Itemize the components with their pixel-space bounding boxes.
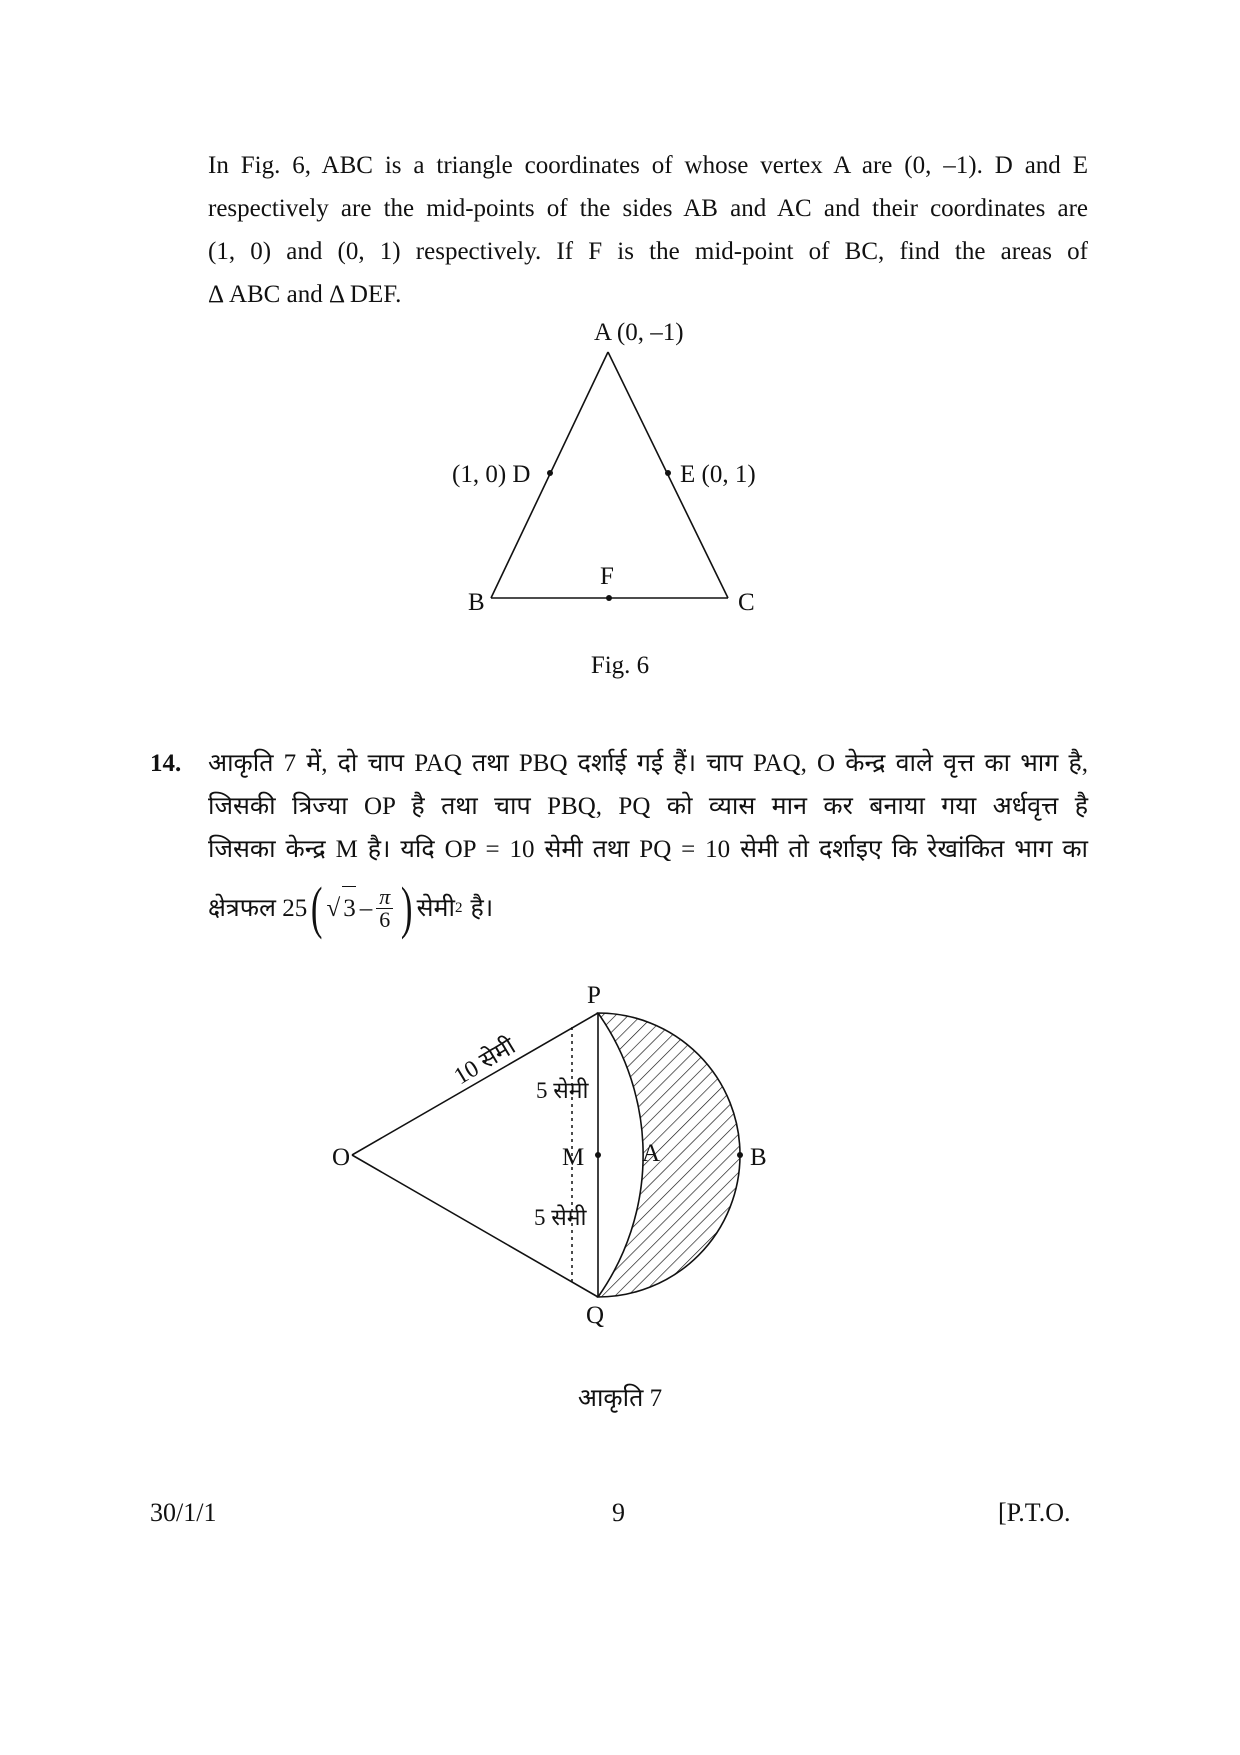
fraction-denominator: 6 xyxy=(379,906,391,932)
point-f xyxy=(606,595,612,601)
sqrt-sign: √ xyxy=(326,894,341,922)
question-13-line-3: (1, 0) and (0, 1) respectively. If F is the mid-point of BC, find the areas of xyxy=(208,238,1088,265)
question-13-line-2: respectively are the mid-points of the sides AB and AC and their coordinates are xyxy=(208,195,1088,222)
label-lower-half: 5 सेमी xyxy=(534,1205,587,1230)
sqrt-value: 3 xyxy=(342,886,356,930)
formula-suffix: है। xyxy=(470,894,494,922)
unit-power: 2 xyxy=(454,899,463,916)
label-upper-half: 5 सेमी xyxy=(536,1078,589,1103)
question-14-formula-line xyxy=(208,871,1088,945)
label-op-length: 10 सेमी xyxy=(449,1033,521,1091)
point-e xyxy=(665,470,671,476)
pto-marker: [P.T.O. xyxy=(998,1498,1071,1527)
label-c: C xyxy=(738,589,755,616)
label-m: M xyxy=(562,1144,585,1171)
left-paren: ( xyxy=(311,875,323,940)
figure-7 xyxy=(332,982,840,1330)
shaded-region xyxy=(598,1013,740,1297)
question-13-line-4: Δ ABC and Δ DEF. xyxy=(208,281,402,308)
question-14-line-3: जिसका केन्द्र M है। यदि OP = 10 सेमी तथा PQ = 10 सेमी तो दर्शाइए कि रेखांकित भाग का xyxy=(208,836,1088,863)
figure-6 xyxy=(440,310,800,630)
label-f: F xyxy=(600,563,614,590)
label-b: B xyxy=(468,589,485,616)
label-d: (1, 0) D xyxy=(452,461,531,488)
paper-code: 30/1/1 xyxy=(150,1498,217,1527)
figure-6-caption: Fig. 6 xyxy=(590,652,650,679)
label-e: E (0, 1) xyxy=(680,461,756,488)
label-o: O xyxy=(332,1144,351,1171)
question-14-line-2: जिसकी त्रिज्या OP है तथा चाप PBQ, PQ को व्यास मान कर बनाया गया अर्धवृत्त है xyxy=(208,793,1088,820)
fraction-numerator: π xyxy=(376,886,393,909)
question-13-line-1: In Fig. 6, ABC is a triangle coordinates of whose vertex A are (0, –1). D and E xyxy=(208,152,1088,179)
question-14-number: 14. xyxy=(150,750,182,777)
formula-prefix: क्षेत्रफल 25 xyxy=(208,894,308,922)
question-14-line-1: आकृति 7 में, दो चाप PAQ तथा PBQ दर्शाई गई हैं। चाप PAQ, O केन्द्र वाले वृत्त का भाग है, xyxy=(208,750,1088,777)
point-d xyxy=(547,470,553,476)
label-a: A (0, –1) xyxy=(594,319,684,346)
pi-over-6-fraction xyxy=(376,883,393,932)
question-14-text xyxy=(208,742,1088,945)
page-number: 9 xyxy=(612,1498,625,1527)
point-m xyxy=(595,1152,601,1158)
figure-7-caption: आकृति 7 xyxy=(577,1385,663,1412)
label-a: A xyxy=(642,1140,661,1167)
label-b: B xyxy=(750,1144,767,1171)
label-p: P xyxy=(587,982,601,1009)
area-unit: सेमी xyxy=(416,894,455,922)
minus-sign: – xyxy=(359,894,373,922)
question-13-text xyxy=(208,144,1088,316)
label-q: Q xyxy=(586,1302,605,1329)
point-b xyxy=(737,1152,743,1158)
right-paren: ) xyxy=(401,875,413,940)
